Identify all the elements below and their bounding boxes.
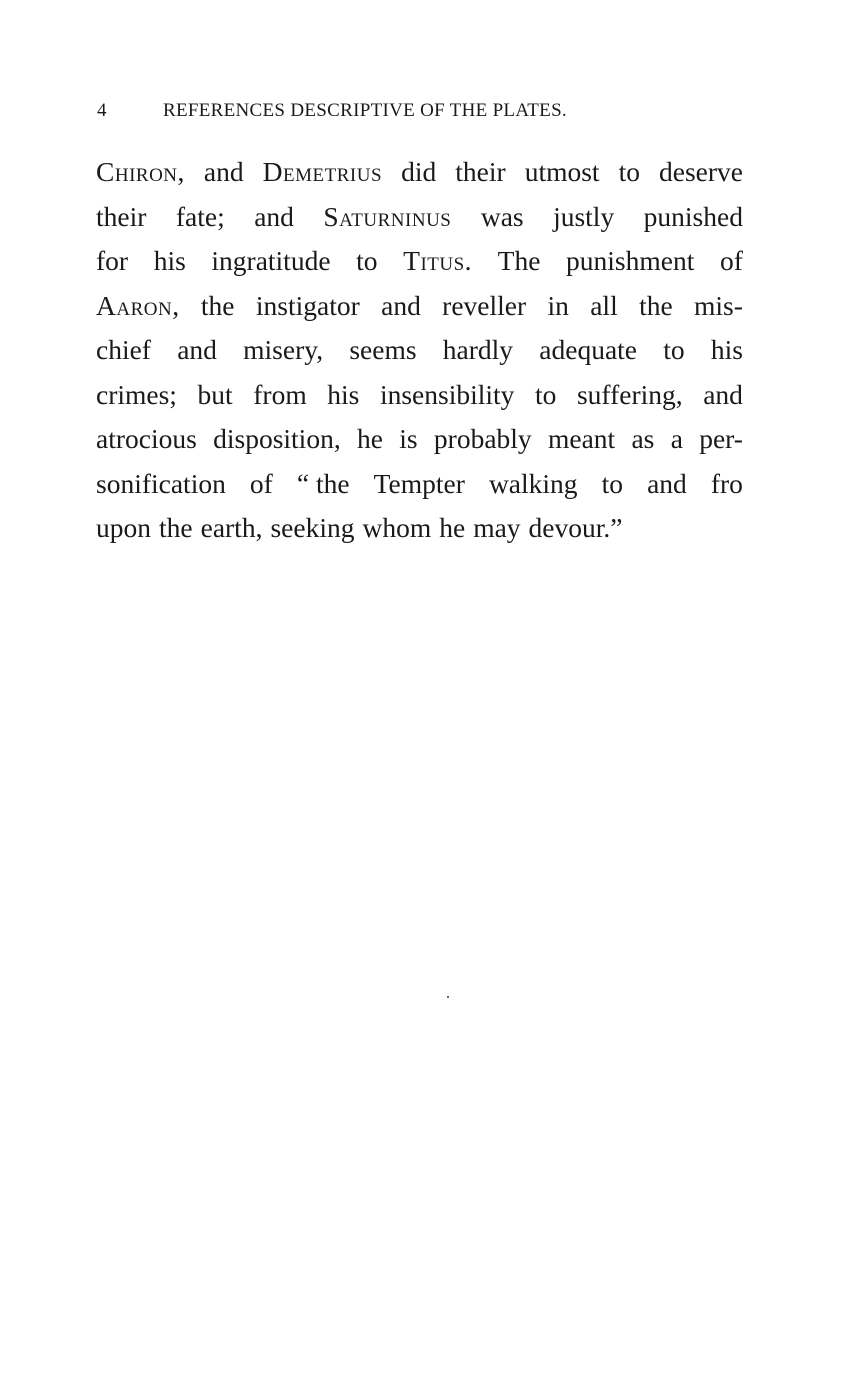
word: the [639,289,673,321]
word: is [399,423,418,454]
word: his [710,334,743,365]
page-number: 4 [97,100,107,121]
word: and [203,156,244,187]
text-line [96,284,743,329]
word: justly [553,200,615,232]
word: Demetrius [262,156,383,187]
running-head [97,100,697,130]
text-line [96,417,743,462]
word: his [153,245,186,276]
word: crimes; [96,378,177,410]
word: Aaron, [96,289,180,321]
word: utmost [524,156,600,187]
word: for [96,245,129,276]
word: The [497,245,541,276]
word: “ the [296,467,350,499]
word: and [177,334,217,365]
word: meant [547,423,616,454]
word: insensibility [379,378,515,410]
running-title: REFERENCES DESCRIPTIVE OF THE PLATES. [163,100,567,121]
word: fro [710,467,743,499]
word: the [200,289,235,321]
word: disposition, [213,423,341,454]
word: instigator [255,289,360,321]
word: suffering, [576,378,683,410]
word: punishment [566,245,695,276]
word: probably [433,423,532,454]
text-line [96,150,743,195]
word: as [631,423,655,454]
text-line [96,328,743,373]
word: he [439,512,466,543]
word: deserve [659,156,743,187]
word: misery, [243,334,324,365]
word: the [159,512,193,543]
word: ingratitude [211,245,331,276]
word: adequate [539,334,637,365]
word: to [601,467,623,499]
word: punished [643,200,743,232]
word: he [357,423,383,454]
word: a [670,423,683,454]
word: of [719,245,743,276]
word: in [547,289,569,321]
text-line [96,462,743,507]
word: mis- [694,289,743,321]
word: earth, [200,512,263,543]
word: of [249,467,273,499]
body-paragraph [96,150,743,551]
word: seeking [270,512,355,543]
word: his [327,378,360,410]
paper-speck [447,996,449,998]
word: upon [96,512,151,543]
word: chief [96,334,151,365]
text-line [96,239,743,284]
word: fate; [175,200,225,232]
text-line [96,373,743,418]
text-line [96,506,743,551]
word: was [480,200,524,232]
word: whom [362,512,432,543]
word: their [455,156,506,187]
word: Tempter [373,467,465,499]
word: their [96,200,147,232]
word: Saturninus [323,200,452,232]
word: but [197,378,233,410]
word: to [535,378,557,410]
word: sonification [96,467,226,499]
word: and [647,467,687,499]
word: per- [699,423,743,454]
word: and [254,200,294,232]
word: hardly [442,334,514,365]
word: Titus. [403,245,473,276]
word: from [253,378,307,410]
word: Chiron, [96,156,185,187]
word: all [590,289,618,321]
word: to [618,156,640,187]
word: to [663,334,685,365]
word: and [703,378,743,410]
word: devour.” [528,512,623,543]
word: reveller [442,289,527,321]
word: may [473,512,521,543]
word: atrocious [96,423,197,454]
text-line [96,195,743,240]
word: to [356,245,378,276]
word: walking [488,467,578,499]
word: and [381,289,421,321]
word: did [401,156,437,187]
word: seems [349,334,417,365]
